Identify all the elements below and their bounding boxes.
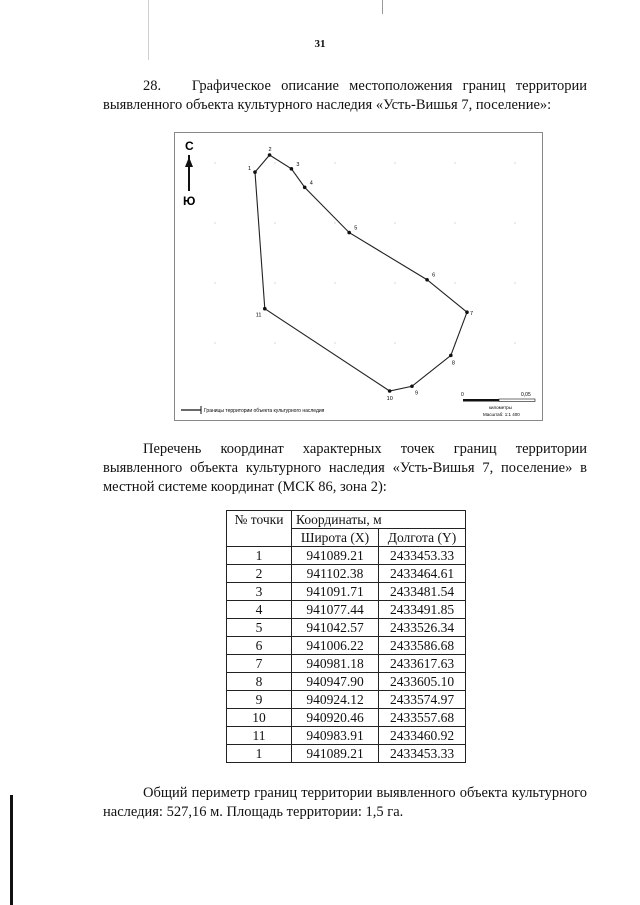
- legend-label: Границы территории объекта культурного наследия: [204, 408, 325, 414]
- cell-latitude: 940947.90: [292, 673, 379, 691]
- scale-ratio: Масштаб: 1:1 400: [483, 412, 520, 417]
- table-row: [227, 691, 466, 709]
- table-row: [227, 709, 466, 727]
- south-label: Ю: [183, 194, 196, 208]
- cell-point-number: 3: [227, 583, 292, 601]
- boundary-point: [290, 167, 294, 171]
- boundary-point: [425, 278, 429, 282]
- cell-longitude: 2433574.97: [379, 691, 466, 709]
- cell-point-number: 7: [227, 655, 292, 673]
- scale-bar: [461, 392, 535, 417]
- boundary-point-label: 9: [414, 390, 419, 397]
- table-row: [227, 745, 466, 763]
- table-row: [227, 583, 466, 601]
- page-number: 31: [314, 38, 326, 50]
- cell-point-number: 10: [227, 709, 292, 727]
- header-coordinates: Координаты, м: [292, 511, 466, 529]
- paragraph-text: Общий периметр границ территории выявленного объекта культурного наследия: 527,16 м. Площадь территории: 1,5 га.: [103, 785, 587, 820]
- cell-longitude: 2433491.85: [379, 601, 466, 619]
- boundary-point-label: 4: [309, 180, 313, 187]
- map-legend: [181, 406, 325, 414]
- north-arrow: [183, 139, 195, 208]
- cell-point-number: 2: [227, 565, 292, 583]
- boundary-point-label: 3: [296, 161, 300, 168]
- scan-margin-bar: [10, 795, 13, 905]
- boundary-point-label: 1: [248, 166, 252, 173]
- cell-point-number: 9: [227, 691, 292, 709]
- scale-end: 0,05: [521, 392, 531, 398]
- boundary-polygon: [255, 155, 467, 391]
- cell-point-number: 1: [227, 745, 292, 763]
- table-row: [227, 655, 466, 673]
- coordinates-intro: [103, 440, 587, 497]
- boundary-point: [253, 170, 257, 174]
- paragraph-number: 28.: [143, 78, 162, 94]
- boundary-point: [449, 354, 453, 358]
- cell-longitude: 2433586.68: [379, 637, 466, 655]
- paragraph-text: Графическое описание местоположения границ территории выявленного объекта культурного наследия «Усть-Вишья 7, поселение»:: [103, 78, 587, 113]
- boundary-point: [410, 384, 414, 388]
- cell-latitude: 941006.22: [292, 637, 379, 655]
- paragraph-text: Перечень координат характерных точек границ территории выявленного объекта культурного наследия «Усть-Вишья 7, поселение» в местной системе координат (МСК 86, зона 2):: [103, 441, 587, 495]
- cell-longitude: 2433453.33: [379, 745, 466, 763]
- cell-longitude: 2433557.68: [379, 709, 466, 727]
- boundary-point-label: 5: [354, 225, 358, 232]
- boundary-point-label: 6: [432, 272, 436, 279]
- boundary-point: [303, 186, 307, 190]
- boundary-point: [347, 231, 351, 235]
- cell-longitude: 2433526.34: [379, 619, 466, 637]
- cell-latitude: 941102.38: [292, 565, 379, 583]
- boundary-point-label: 8: [451, 360, 455, 367]
- table-row: [227, 637, 466, 655]
- boundary-point: [465, 310, 469, 314]
- boundary-map: [174, 132, 543, 421]
- header-longitude: Долгота (Y): [379, 529, 466, 547]
- boundary-points: [248, 147, 473, 402]
- boundary-point: [268, 153, 272, 157]
- boundary-point: [263, 307, 267, 311]
- cell-point-number: 8: [227, 673, 292, 691]
- table-row: [227, 601, 466, 619]
- cell-latitude: 941077.44: [292, 601, 379, 619]
- cell-point-number: 5: [227, 619, 292, 637]
- cell-longitude: 2433464.61: [379, 565, 466, 583]
- scan-artifact: [148, 0, 149, 60]
- table-body: [227, 547, 466, 763]
- table-header-row: [227, 511, 466, 529]
- table-row: [227, 619, 466, 637]
- cell-latitude: 941091.71: [292, 583, 379, 601]
- cell-point-number: 1: [227, 547, 292, 565]
- cell-longitude: 2433617.63: [379, 655, 466, 673]
- cell-longitude: 2433605.10: [379, 673, 466, 691]
- coordinates-table: [226, 510, 466, 763]
- boundary-point-label: 11: [255, 312, 262, 319]
- north-label: С: [185, 139, 194, 153]
- cell-latitude: 941089.21: [292, 745, 379, 763]
- scale-unit: километры: [489, 405, 512, 410]
- summary-paragraph: [103, 784, 587, 822]
- cell-latitude: 940981.18: [292, 655, 379, 673]
- scan-artifact: [382, 0, 383, 14]
- cell-latitude: 941089.21: [292, 547, 379, 565]
- table-row: [227, 673, 466, 691]
- boundary-point-label: 10: [386, 396, 393, 402]
- table-row: [227, 547, 466, 565]
- boundary-point-label: 7: [470, 311, 474, 318]
- map-canvas: [175, 133, 542, 420]
- cell-point-number: 6: [227, 637, 292, 655]
- table-row: [227, 565, 466, 583]
- cell-latitude: 941042.57: [292, 619, 379, 637]
- scale-start: 0: [461, 392, 464, 398]
- cell-longitude: 2433453.33: [379, 547, 466, 565]
- cell-latitude: 940924.12: [292, 691, 379, 709]
- paragraph-heading: [103, 77, 587, 115]
- cell-longitude: 2433460.92: [379, 727, 466, 745]
- header-latitude: Широта (X): [292, 529, 379, 547]
- boundary-point-label: 2: [268, 147, 272, 153]
- header-point-number: № точки: [227, 511, 292, 547]
- cell-latitude: 940920.46: [292, 709, 379, 727]
- cell-point-number: 11: [227, 727, 292, 745]
- boundary-point: [388, 389, 392, 393]
- cell-latitude: 940983.91: [292, 727, 379, 745]
- cell-longitude: 2433481.54: [379, 583, 466, 601]
- cell-point-number: 4: [227, 601, 292, 619]
- table-row: [227, 727, 466, 745]
